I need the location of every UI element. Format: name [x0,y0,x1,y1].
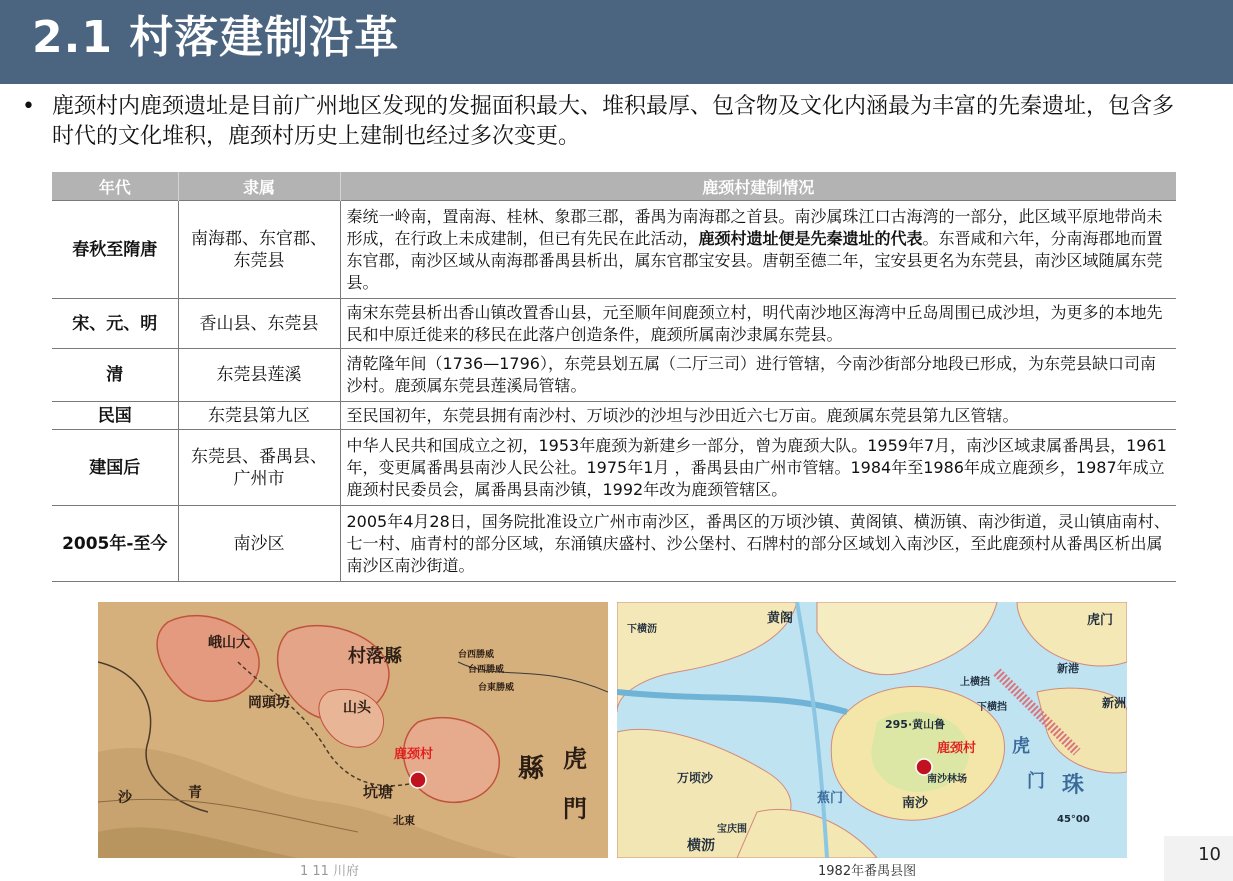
table-row [52,201,1176,299]
map-label: 新港 [1057,662,1079,675]
history-table [52,172,1176,582]
title-bar [0,0,1233,84]
bullet-marker: • [22,94,35,119]
era-cell: 2005年-至今 [52,506,178,582]
header-era: 年代 [52,172,178,201]
map-label: 坑塘 [363,783,394,801]
map-label: 山头 [343,700,371,716]
location-marker [410,772,426,788]
map-label: 南沙林场 [927,774,967,785]
belong-cell: 南海郡、东官郡、东莞县 [178,201,340,299]
historic-map-image [98,602,608,858]
belong-cell: 东莞县第九区 [178,402,340,430]
belong-cell: 东莞县莲溪 [178,349,340,402]
location-marker [916,759,932,775]
map-label: 万顷沙 [677,771,714,785]
map-label: 門 [563,795,587,823]
desc-cell: 清乾隆年间（1736—1796），东莞县划五属（二厅三司）进行管辖，今南沙街部分地段已形成，为东莞县缺口司南沙村。鹿颈属东莞县莲溪局管辖。 [340,349,1176,402]
map-label: 295·黄山鲁 [885,718,946,731]
map-label: 村落縣 [348,646,402,667]
map-label: 岡頭坊 [248,695,290,711]
desc-cell [340,201,1176,299]
header-belong: 隶属 [178,172,340,201]
map-label: 青 [188,785,202,801]
marker-label: 鹿颈村 [937,741,977,756]
map-label: 峨山大 [208,635,250,651]
era-cell: 建国后 [52,430,178,506]
map-label: 虎 [1012,736,1030,757]
desc-cell: 中华人民共和国成立之初，1953年鹿颈为新建乡一部分，曾为鹿颈大队。1959年7月，南沙区域隶属番禺县，1961年，变更属番禺县南沙人民公社。1975年1月 ，番禺县由广州市管辖。1984年至1986年成立鹿颈乡，1987年成立鹿颈村民委员会，属番禺县南沙镇，1992年改为鹿颈管辖区。 [340,430,1176,506]
desc-cell: 南宋东莞县析出香山镇改置香山县，元至顺年间鹿颈立村，明代南沙地区海湾中丘岛周围已成沙坦，为更多的本地先民和中原迁徙来的移民在此落户创造条件，鹿颈所属南沙隶属东莞县。 [340,299,1176,349]
map-label: 宝庆围 [717,824,747,835]
map-label: 蕉门 [817,791,844,806]
desc-text: 秦统一岭南，置南海、桂林、象郡三郡，番禺为南海郡之首县。南沙属珠江口古海湾的一部分，此区域平原地带尚未形成，在行政上未成建制，但已有先民在此活动， [346,206,1163,248]
intro-text: 鹿颈村内鹿颈遗址是目前广州地区发现的发掘面积最大、堆积最厚、包含物及文化内涵最为丰富的先秦遗址，包含多时代的文化堆积，鹿颈村历史上建制也经过多次变更。 [52,94,1175,149]
map-label: 縣 [518,754,545,784]
page-title: 2.1 村落建制沿革 [32,12,400,63]
page-number: 10 [1198,844,1221,865]
table-row [52,506,1176,582]
marker-label: 鹿颈村 [394,747,434,762]
map-label: 虎门 [1087,613,1114,628]
table-row [52,349,1176,402]
county-map-image [617,602,1127,858]
era-cell: 清 [52,349,178,402]
table-row [52,299,1176,349]
map-label: 台西勝威 [468,665,505,675]
map-label: 虎 [563,745,587,773]
map-label: 北東 [393,814,415,827]
belong-cell: 南沙区 [178,506,340,582]
era-cell: 春秋至隋唐 [52,201,178,299]
right-map-caption: 1982年番禺县图 [818,864,917,879]
era-cell: 宋、元、明 [52,299,178,349]
map-label: 上横挡 [960,677,990,688]
header-desc: 鹿颈村建制情况 [340,172,1176,201]
map-label: 沙 [118,790,132,806]
county-map-drawing [617,602,1127,858]
desc-text: 。东晋咸和六年，分南海郡地而置东官郡，南沙区域从南海郡番禺县析出，属东官郡宝安县。唐朝至德二年，宝安县更名为东莞县，南沙区域随属东莞县。 [346,228,1163,292]
map-label: 珠 [1062,773,1085,798]
map-label: 45°00 [1057,814,1090,825]
era-cell: 民国 [52,402,178,430]
table-row [52,402,1176,430]
left-map-caption: 1 11 川府 [300,864,360,879]
map-label: 下横挡 [977,702,1007,713]
map-label: 新洲 [1102,696,1127,710]
desc-highlight: 鹿颈村遗址便是先秦遗址的代表 [698,228,923,248]
historic-map-drawing [98,602,608,858]
map-label: 横沥 [687,838,715,854]
map-label: 黄阁 [767,611,794,626]
desc-cell: 至民国初年，东莞县拥有南沙村、万顷沙的沙坦与沙田近六七万亩。鹿颈属东莞县第九区管辖。 [340,402,1176,430]
page-number-box [1164,836,1233,881]
map-label: 门 [1027,771,1045,792]
map-label: 台西勝威 [458,650,495,660]
map-label: 台東勝威 [478,683,515,693]
desc-cell: 2005年4月28日，国务院批准设立广州市南沙区，番禺区的万顷沙镇、黄阁镇、横沥镇、南沙街道，灵山镇庙南村、七一村、庙青村的部分区域，东涌镇庆盛村、沙公堡村、石牌村的部分区域划入南沙区，至此鹿颈村从番禺区析出属南沙区南沙街道。 [340,506,1176,582]
map-label: 下横沥 [627,624,657,635]
belong-cell: 香山县、东莞县 [178,299,340,349]
table-header-row [52,172,1176,201]
map-label: 南沙 [902,796,929,811]
table-row [52,430,1176,506]
belong-cell: 东莞县、番禺县、广州市 [178,430,340,506]
